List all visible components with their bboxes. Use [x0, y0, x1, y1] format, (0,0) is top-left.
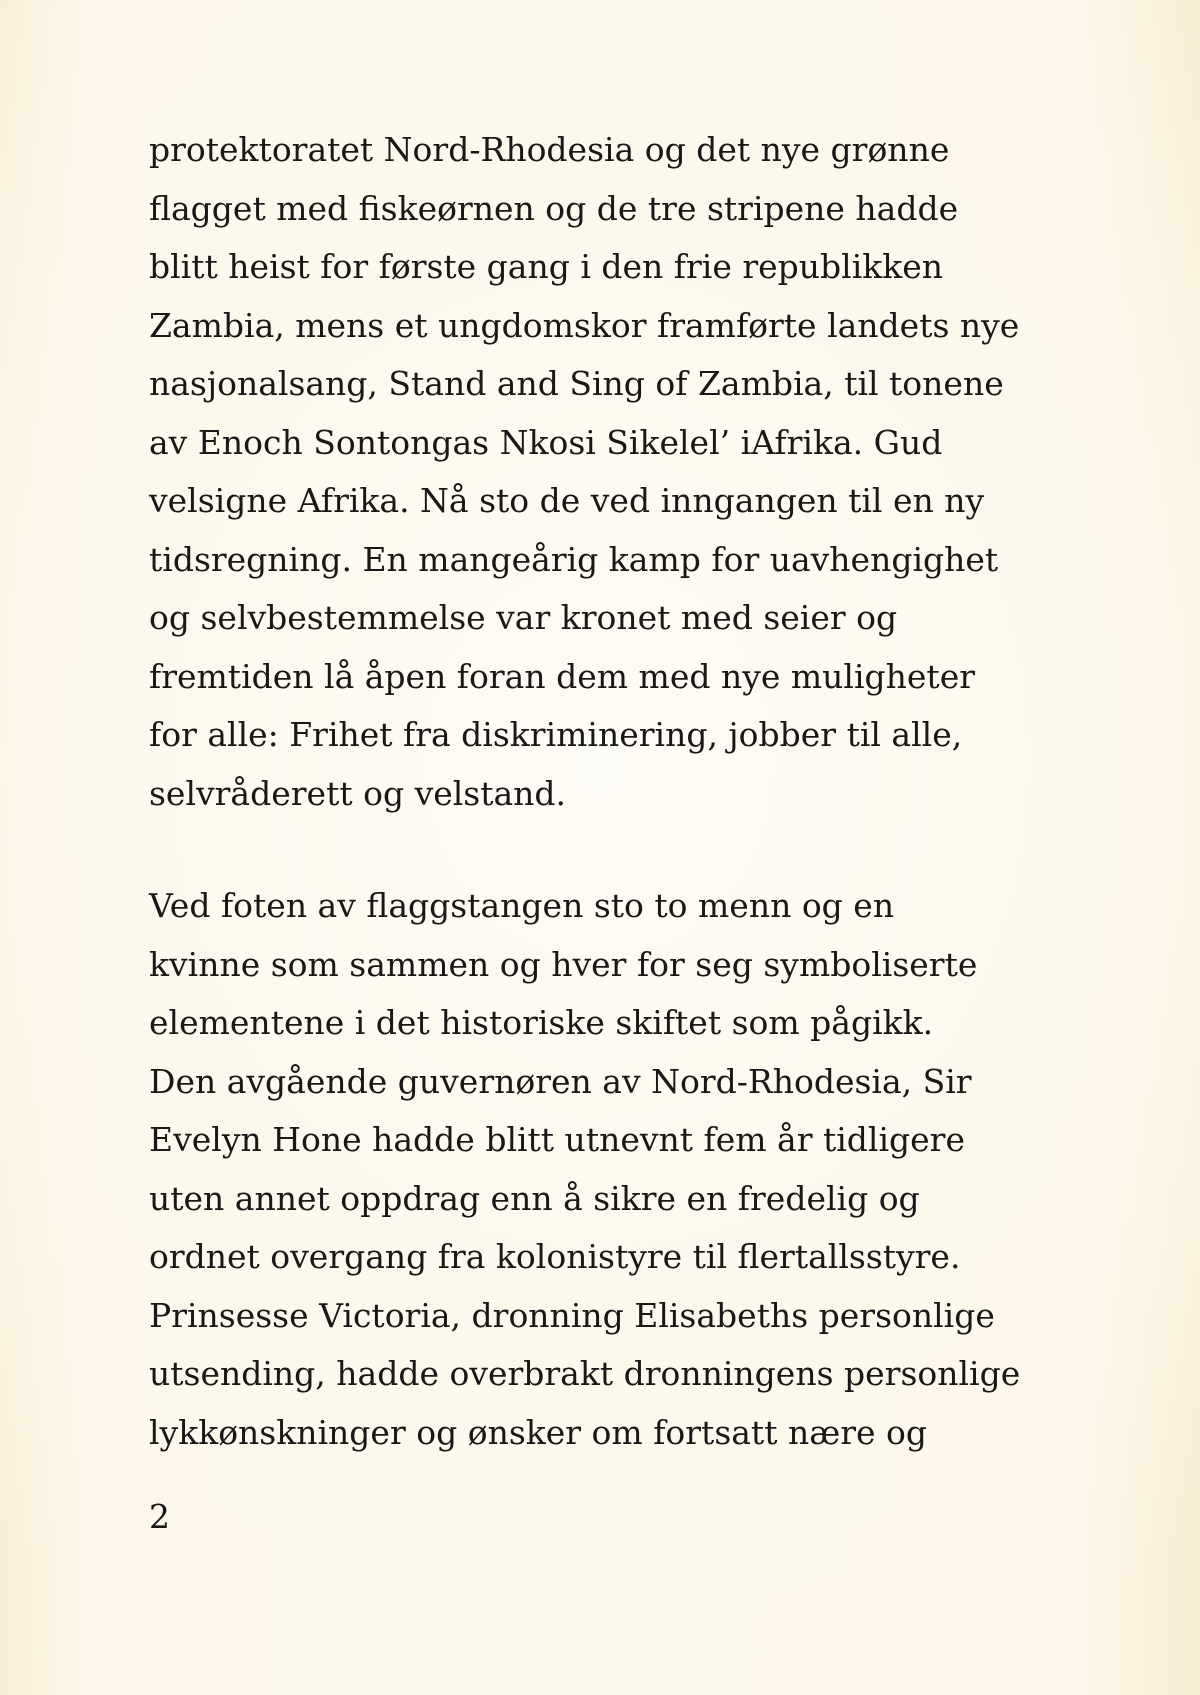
text-line: Ved foten av flaggstangen sto to menn og en	[149, 886, 895, 925]
text-line: av Enoch Sontongas Nkosi Sikelel’ iAfrika. Gud	[149, 422, 943, 462]
text-line: uten annet oppdrag enn å sikre en fredelig og	[149, 1178, 920, 1218]
text-line: for alle: Frihet fra diskriminering, jobber til alle,	[149, 715, 963, 754]
text-line: og selvbestemmelse var kronet med seier og	[149, 598, 898, 637]
text-line: blitt heist for første gang i den frie republikken	[149, 247, 944, 286]
text-line: tidsregning. En mangeårig kamp for uavhengighet	[149, 539, 999, 579]
text-line: utsending, hadde overbrakt dronningens personlige	[149, 1354, 1021, 1393]
text-line: protektoratet Nord-Rhodesia og det nye grønne	[149, 130, 950, 169]
text-line: nasjonalsang, Stand and Sing of Zambia, til tonene	[149, 364, 1004, 403]
text-line: velsigne Afrika. Nå sto de ved inngangen til en ny	[149, 481, 985, 520]
text-line: flagget med fiskeørnen og de tre stripene hadde	[149, 188, 959, 228]
text-line: Evelyn Hone hadde blitt utnevnt fem år tidligere	[149, 1120, 965, 1159]
text-line: Den avgående guvernøren av Nord-Rhodesia, Sir	[149, 1061, 972, 1101]
text-line: Zambia, mens et ungdomskor framførte landets nye	[149, 305, 1020, 345]
text-line: elementene i det historiske skiftet som pågikk.	[149, 1003, 934, 1042]
text-line: kvinne som sammen og hver for seg symboliserte	[149, 944, 978, 984]
paragraph-spacer	[149, 823, 1089, 877]
text-line: selvråderett og velstand.	[149, 773, 567, 813]
body-text	[149, 121, 1089, 1462]
text-line: fremtiden lå åpen foran dem med nye muligheter	[149, 656, 975, 696]
text-line: ordnet overgang fra kolonistyre til flertallsstyre.	[149, 1237, 961, 1276]
page-number: 2	[149, 1497, 170, 1536]
text-line: Prinsesse Victoria, dronning Elisabeths personlige	[149, 1295, 995, 1335]
paragraph-1	[149, 121, 1089, 823]
text-line: lykkønskninger og ønsker om fortsatt nære og	[149, 1412, 927, 1452]
paragraph-2	[149, 877, 1089, 1462]
